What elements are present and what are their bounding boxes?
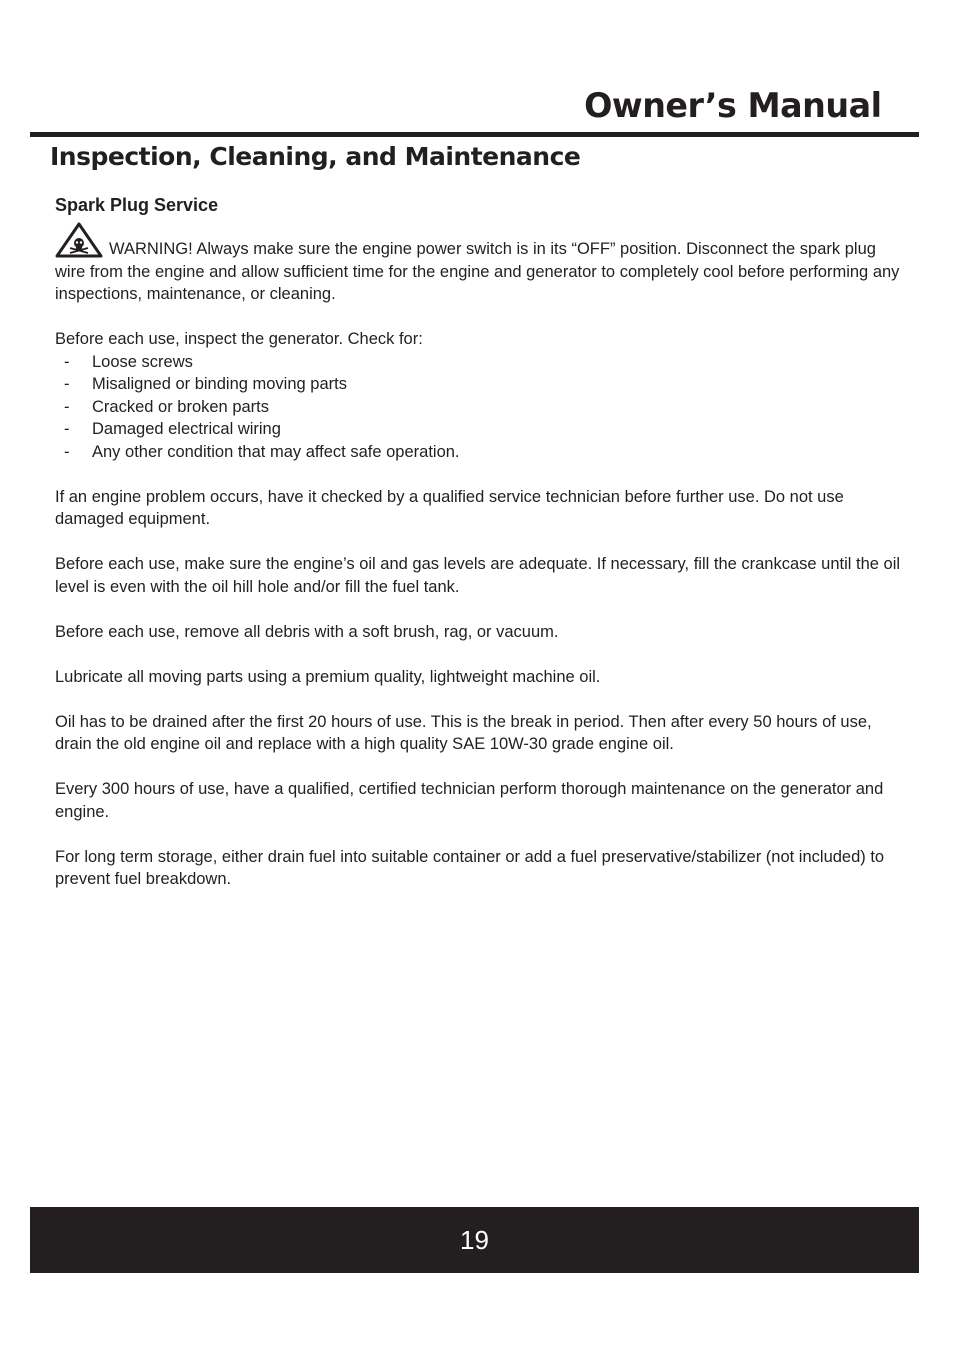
paragraph-lubricate: Lubricate all moving parts using a premium quality, lightweight machine oil.: [55, 667, 601, 686]
paragraph-engine-problem: If an engine problem occurs, have it checked by a qualified service technician before further use. Do not use damaged equipment.: [55, 487, 844, 528]
warning-paragraph: [55, 222, 905, 306]
manual-title: Owner’s Manual: [584, 86, 882, 126]
list-item: - Any other condition that may affect safe operation.: [64, 442, 460, 461]
subsection-title: Spark Plug Service: [55, 195, 219, 215]
list-item: - Loose screws: [64, 352, 193, 371]
paragraph-storage: For long term storage, either drain fuel into suitable container or add a fuel preservative/stabilizer (not included) to prevent fuel breakdown.: [55, 847, 885, 888]
page-content: [55, 190, 905, 913]
paragraph-debris: Before each use, remove all debris with a soft brush, rag, or vacuum.: [55, 622, 559, 641]
page-number: 19: [460, 1225, 489, 1255]
warning-text: WARNING! Always make sure the engine power switch is in its “OFF” position. Disconnect the spark plug wire from the engine and allow sufficient time for the engine and generator to completely cool before performing any inspections, maintenance, or cleaning.: [55, 240, 900, 303]
list-item: - Misaligned or binding moving parts: [64, 375, 347, 393]
list-item: - Damaged electrical wiring: [64, 420, 281, 438]
hazard-skull-icon: [55, 222, 103, 258]
header-divider: [30, 132, 919, 137]
paragraph-oil-drain: Oil has to be drained after the first 20 hours of use. This is the break in period. Then after every 50 hours of use, drain the old engine oil and replace with a high quality SAE 10W-30 grade engine oil.: [55, 712, 872, 753]
inspection-checklist: [55, 351, 905, 464]
section-title: Inspection, Cleaning, and Maintenance: [50, 142, 581, 171]
footer-bar: [30, 1207, 919, 1273]
paragraph-300-hours: Every 300 hours of use, have a qualified, certified technician perform thorough maintenance on the generator and engine.: [55, 780, 884, 821]
list-item: - Cracked or broken parts: [64, 397, 269, 416]
paragraph-oil-gas-levels: Before each use, make sure the engine’s oil and gas levels are adequate. If necessary, fill the crankcase until the oil level is even with the oil hill hole and/or fill the fuel tank.: [55, 555, 901, 596]
inspection-intro: Before each use, inspect the generator. Check for:: [55, 330, 423, 348]
